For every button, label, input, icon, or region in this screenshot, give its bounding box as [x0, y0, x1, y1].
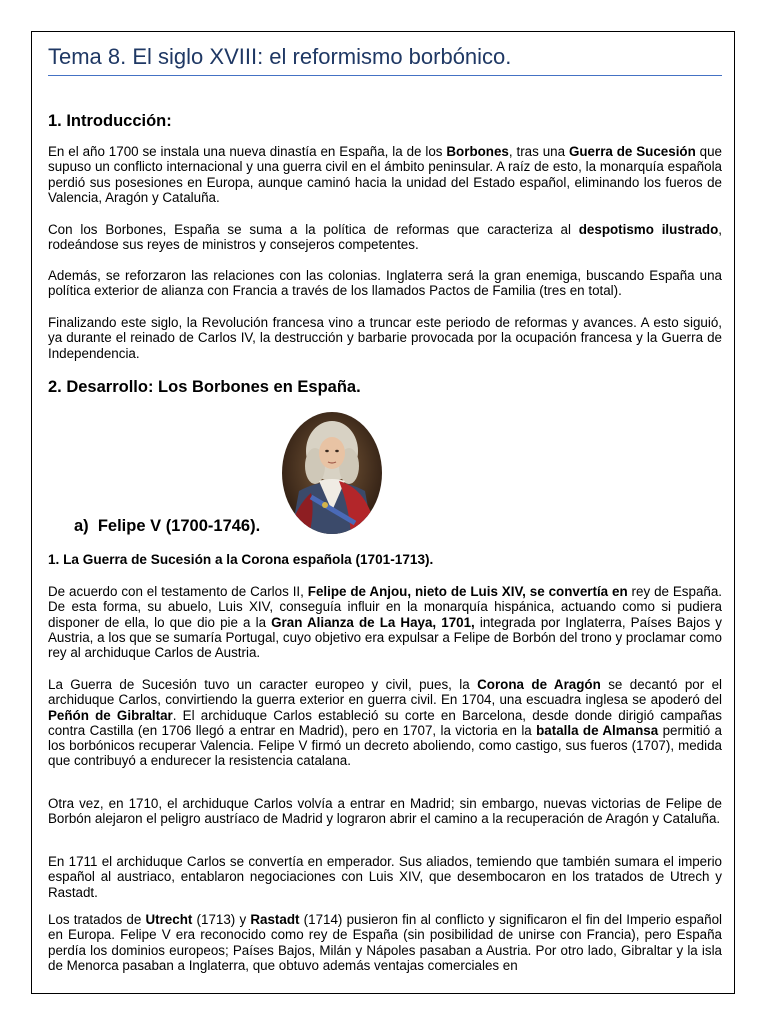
bold-text-run: Rastadt	[250, 912, 300, 927]
text-run: (1714) pusieron fin al conflicto y significaron el fin del Imperio español en Europa. Felipe V era reconocido como rey de España (sin posibilidad de unirse con Francia), pero España perdía los dominios europeos; Países Bajos, Milán y Nápoles pasaban a Austria. Por otro lado, Gibraltar y la isla de Menorca pasaban a Inglaterra, que obtuvo además ventajas comerciales en	[48, 912, 722, 973]
text-run: En 1711 el archiduque Carlos se convertía en emperador. Sus aliados, temiendo que también sumara el imperio español al austriaco, entablaron negociaciones con Luis XIV, que desembocaron en los tratados de Utrech y Rastadt.	[48, 854, 722, 900]
bold-text-run: Borbones	[446, 144, 509, 159]
bold-text-run: despotismo ilustrado	[578, 222, 719, 237]
portrait-felipe-v-image	[281, 411, 383, 535]
paragraph-intro-4	[48, 315, 722, 361]
text-run: Finalizando este siglo, la Revolución francesa vino a truncar este periodo de reformas y avances. A esto siguió, ya durante el reinado de Carlos IV, la destrucción y barbarie provocada por la ocupación francesa y la Guerra de Independencia.	[48, 315, 722, 361]
paragraph-guerra-4	[48, 854, 722, 900]
text-run: La Guerra de Sucesión tuvo un caracter europeo y civil, pues, la	[48, 677, 478, 692]
subsection-heading-text: 1. La Guerra de Sucesión a la Corona española (1701-1713)	[48, 552, 430, 567]
section-heading-desarrollo: 2. Desarrollo: Los Borbones en España.	[48, 378, 361, 396]
text-run: Los tratados de	[48, 912, 146, 927]
text-run: integrada por Inglaterra, Países Bajos y Austria, a los que se sumaría Portugal, cuyo objetivo era expulsar a Felipe de Borbón del trono y proclamar como rey al archiduque Carlos de Austria.	[48, 614, 723, 661]
bold-text-run: batalla de Almansa	[536, 722, 659, 738]
paragraph-guerra-2	[48, 677, 722, 769]
text-run: En el año 1700 se instala una nueva dinastía en España, la de los	[48, 144, 447, 159]
text-run: Con los Borbones, España se suma a la política de reformas que caracteriza al	[48, 222, 579, 237]
bold-text-run: Corona de Aragón	[477, 677, 601, 692]
text-run: rey de España. De esta forma, su abuelo, Luis XIV, conseguía influir en la monarquía hispánica, actuando como si pudiera disponer de ella, lo que dio pie a la	[48, 584, 723, 630]
subsection-heading-period: .	[429, 552, 434, 567]
text-run: permitió a los borbónicos recuperar Valencia. Felipe V firmó un decreto aboliendo, como castigo, sus fueros (1707), medida que contribuyó a endurecer la resistencia catalana.	[48, 722, 722, 769]
section-heading-introduccion: 1. Introducción:	[48, 112, 172, 130]
document-content	[48, 32, 723, 973]
paragraph-intro-2	[48, 222, 722, 253]
paragraph-intro-3	[48, 268, 722, 299]
paragraph-guerra-3	[48, 796, 722, 827]
text-run: (1713) y	[192, 912, 251, 927]
text-run: que supuso un conflicto internacional y una guerra civil en el ámbito peninsular. A raíz de esto, la monarquía española perdió sus posesiones en Europa, aunque caminó hacia la unidad del Estado español, eliminando los fueros de Valencia, Aragón y Cataluña.	[48, 144, 723, 205]
text-run: De acuerdo con el testamento de Carlos II,	[48, 584, 308, 599]
bold-text-run: Guerra de Sucesión	[568, 144, 696, 159]
text-run: Otra vez, en 1710, el archiduque Carlos volvía a entrar en Madrid; sin embargo, nuevas victorias de Felipe de Borbón alejaron el peligro austríaco de Madrid y lograron abrir el camino a la recuperación de Aragón y Cataluña.	[48, 796, 722, 827]
document-page	[31, 31, 735, 994]
bold-text-run: Peñón de Gibraltar	[48, 707, 173, 723]
text-run: . El archiduque Carlos estableció su corte en Barcelona, desde donde dirigió campañas contra Castilla (en 1706 llegó a entrar en Madrid), pero en 1707, la victoria en la	[48, 707, 723, 738]
text-run: Además, se reforzaron las relaciones con las colonias. Inglaterra será la gran enemiga, buscando España una política exterior de alianza con Francia a través de los llamados Pactos de Familia (tres en total).	[48, 268, 722, 299]
paragraph-guerra-5	[48, 912, 722, 973]
paragraph-intro-1	[48, 144, 722, 205]
text-run: se decantó por el archiduque Carlos, convirtiendo la guerra exterior en guerra civil. En 1704, una escuadra inglesa se apoderó del	[48, 677, 723, 708]
text-run: , tras una	[508, 144, 569, 159]
bold-text-run: Felipe de Anjou, nieto de Luis XIV, se convertía en	[307, 584, 628, 599]
bold-text-run: Gran Alianza de La Haya, 1701,	[271, 614, 475, 630]
paragraph-guerra-1	[48, 584, 722, 660]
bold-text-run: Utrecht	[145, 912, 193, 927]
subheading-felipe-v: a) Felipe V (1700-1746).	[74, 517, 261, 535]
document-title: Tema 8. El siglo XVIII: el reformismo borbónico.	[48, 43, 722, 76]
text-run: , rodeándose sus reyes de ministros y consejeros competentes.	[48, 222, 722, 253]
subsection-heading-guerra-sucesion	[48, 551, 433, 568]
